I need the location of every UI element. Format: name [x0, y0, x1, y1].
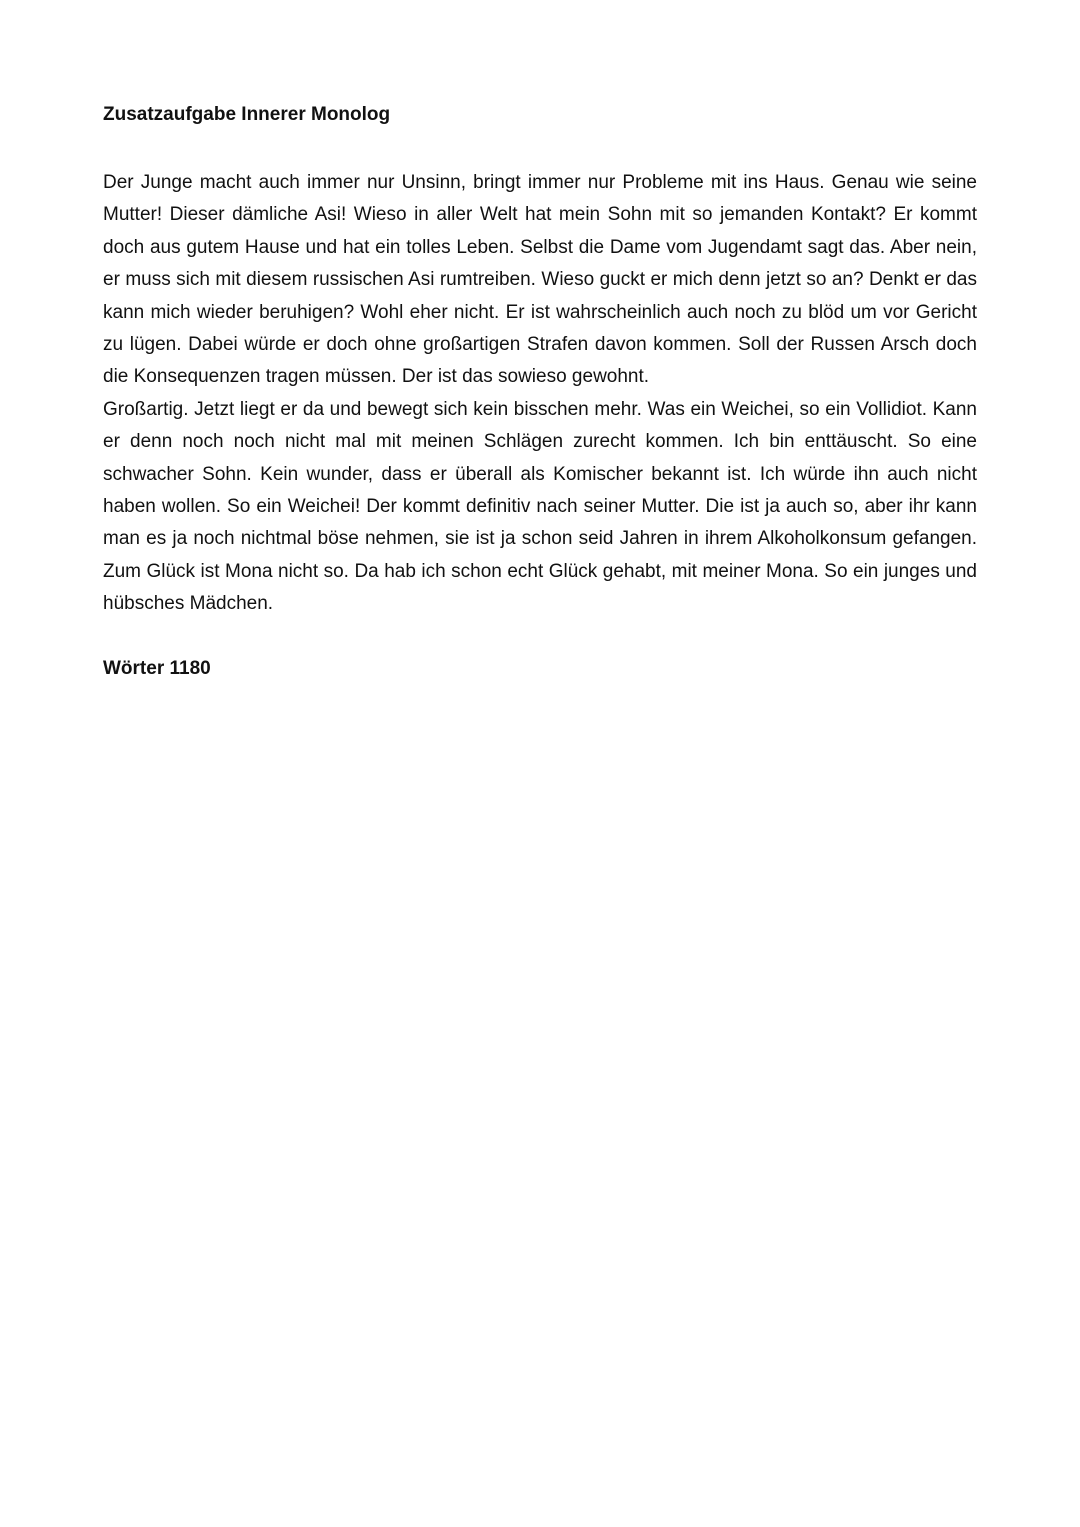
document-content: [103, 101, 977, 683]
word-count: Wörter 1180: [103, 657, 211, 679]
paragraph-1: Der Junge macht auch immer nur Unsinn, bringt immer nur Probleme mit ins Haus. Genau wie seine Mutter! Dieser dämliche Asi! Wieso in aller Welt hat mein Sohn mit so jemanden Kontakt? Er kommt doch aus gutem Hause und hat ein tolles Leben. Selbst die Dame vom Jugendamt sagt das. Aber nein, er muss sich mit diesem russischen Asi rumtreiben. Wieso guckt er mich denn jetzt so an? Denkt er das kann mich wieder beruhigen? Wohl eher nicht. Er ist wahrscheinlich auch noch zu blöd um vor Gericht zu lügen. Dabei würde er doch ohne großartigen Strafen davon kommen. Soll der Russen Arsch doch die Konsequenzen tragen müssen. Der ist das sowieso gewohnt.: [103, 172, 977, 388]
monolog-text: [103, 167, 977, 621]
paragraph-2: Großartig. Jetzt liegt er da und bewegt sich kein bisschen mehr. Was ein Weichei, so ein Vollidiot. Kann er denn noch noch nicht mal mit meinen Schlägen zurecht kommen. Ich bin enttäuscht. So eine schwacher Sohn. Kein wunder, dass er überall als Komischer bekannt ist. Ich würde ihn auch nicht haben wollen. So ein Weichei! Der kommt definitiv nach seiner Mutter. Die ist ja auch so, aber ihr kann man es ja noch nichtmal böse nehmen, sie ist ja schon seid Jahren in ihrem Alkoholkonsum gefangen. Zum Glück ist Mona nicht so. Da hab ich schon echt Glück gehabt, mit meiner Mona. So ein junges und hübsches Mädchen.: [103, 398, 977, 615]
document-title: Zusatzaufgabe Innerer Monolog: [103, 104, 391, 125]
